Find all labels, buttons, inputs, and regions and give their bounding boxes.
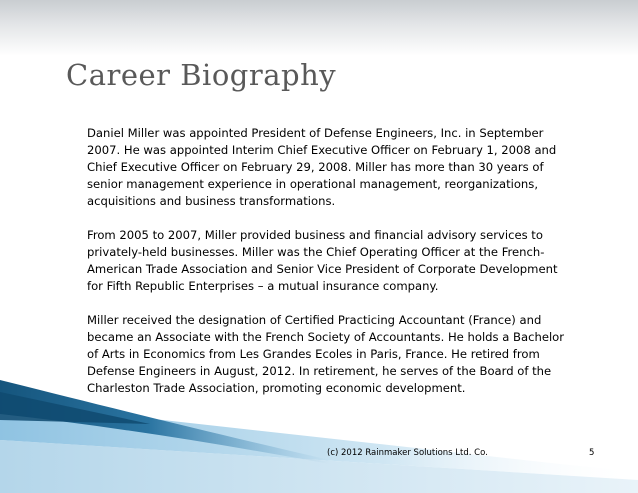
- paragraph-credentials: Miller received the designation of Certified Practicing Accountant (France) and became an Associate with the French Society of Accountants. He holds a Bachelor of Arts in Economics from Les Grandes Ecoles in Paris, France. He retired from Defense Engineers in August, 2012. In retirement, he serves of the Board of the Charleston Trade Association, promoting economic development.: [87, 313, 565, 395]
- decorative-ribbon: [0, 380, 638, 493]
- footer-copyright: (c) 2012 Rainmaker Solutions Ltd. Co.: [327, 448, 488, 458]
- slide-body: [87, 125, 577, 397]
- paragraph-appointment: Daniel Miller was appointed President of Defense Engineers, Inc. in September 2007. He was appointed Interim Chief Executive Officer on February 1, 2008 and Chief Executive Officer on February 29, 2008. Miller has more than 30 years of senior management experience in operational management, reorganizations, acquisitions and business transformations.: [87, 126, 557, 208]
- paragraph-prior-roles: From 2005 to 2007, Miller provided business and financial advisory services to privately-held businesses. Miller was the Chief Operating Officer at the French-American Trade Association and Senior Vice President of Corporate Development for Fifth Republic Enterprises – a mutual insurance company.: [87, 228, 558, 293]
- slide-title: Career Biography: [66, 58, 337, 92]
- header-gradient-band: [0, 0, 638, 56]
- page-number: 5: [589, 448, 595, 458]
